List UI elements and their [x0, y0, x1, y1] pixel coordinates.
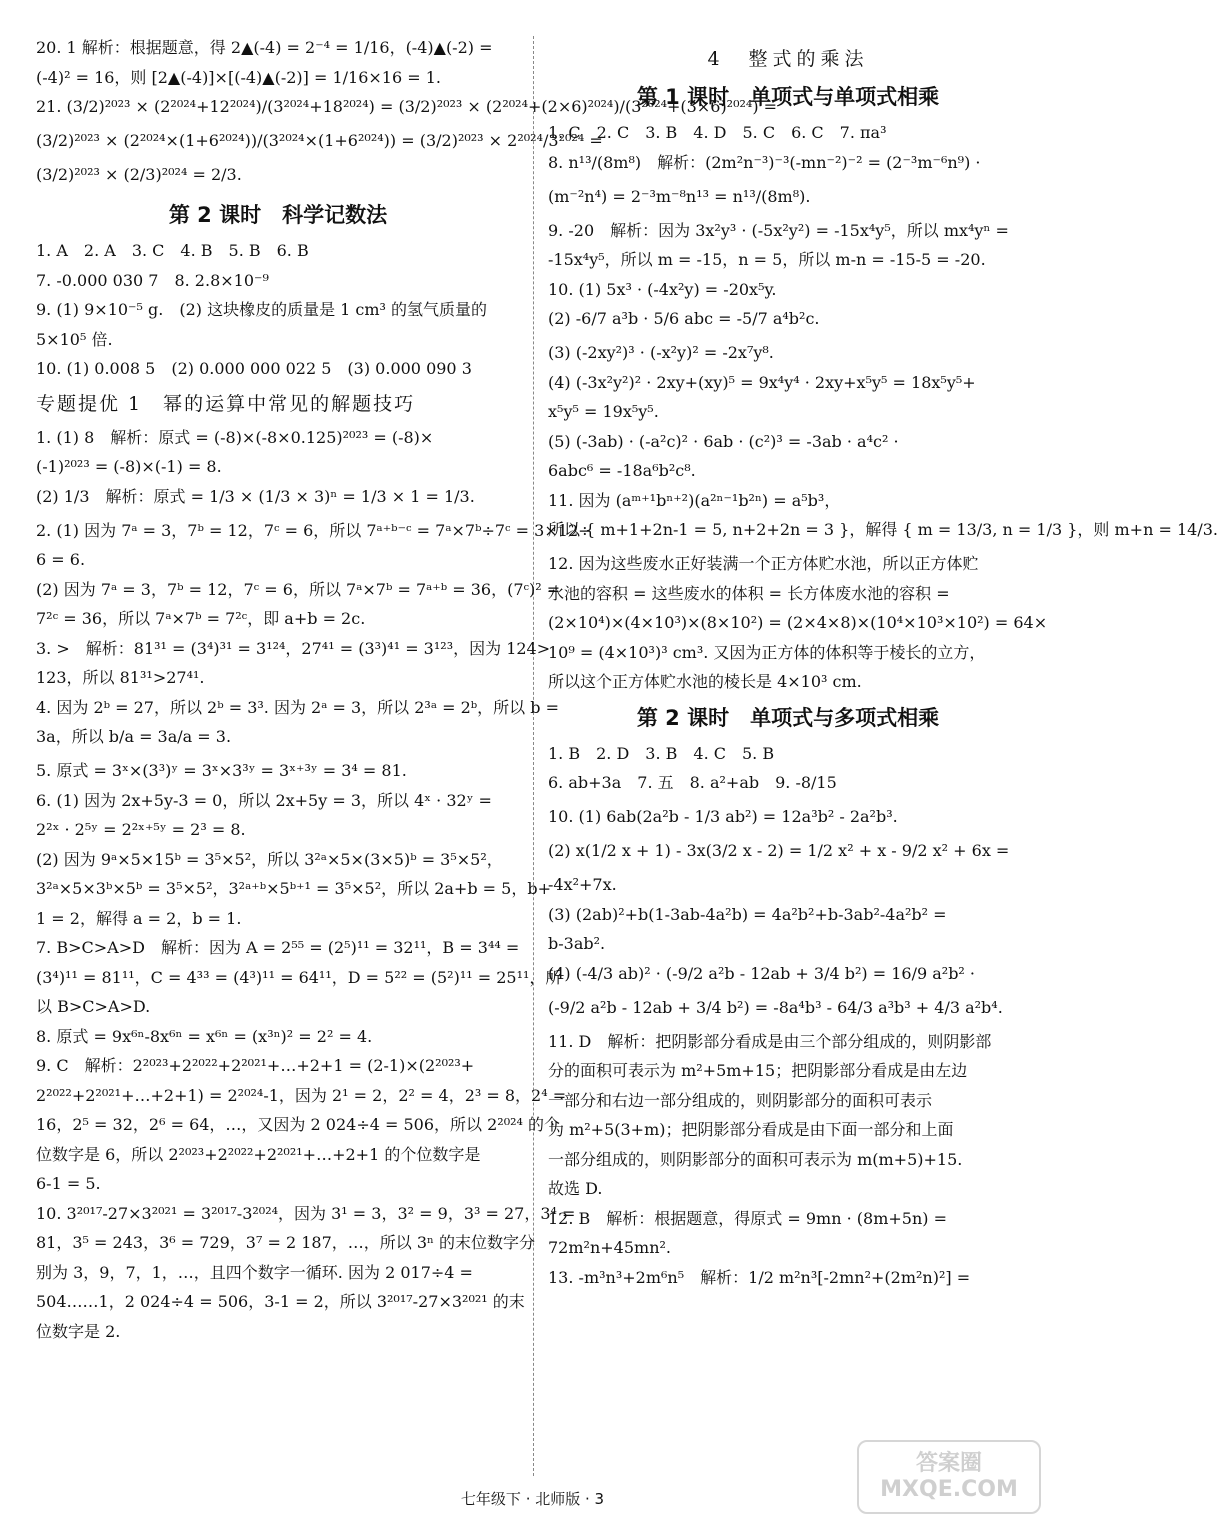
topic-title: 专题提优 1 幂的运算中常见的解题技巧 [36, 392, 416, 415]
answer-line: 10. (1) 0.008 5 (2) 0.000 000 022 5 (3) 0.000 090 3 [36, 359, 472, 378]
lesson-heading: 第 1 课时 单项式与单项式相乘 [636, 85, 940, 109]
answer-line: 13. -m³n³+2m⁶n⁵ 解析：1/2 m²n³[-2mn²+(2m²n)²] = [548, 1267, 971, 1287]
answer-line: 8. 原式 = 9x⁶ⁿ-8x⁶ⁿ = x⁶ⁿ = (x³ⁿ)² = 2² = 4. [36, 1026, 373, 1046]
answer-line: 水池的容积 = 这些废水的体积 = 长方体废水池的容积 = [548, 583, 950, 603]
answer-line: -4x²+7x. [548, 875, 617, 894]
answer-line: 位数字是 2. [36, 1321, 121, 1341]
answer-line: 分的面积可表示为 m²+5m+15；把阴影部分看成是由左边 [548, 1061, 968, 1080]
answer-line: 11. 因为 (aᵐ⁺¹bⁿ⁺²)(a²ⁿ⁻¹b²ⁿ) = a⁵b³， [548, 490, 841, 510]
answer-line: 1 = 2，解得 a = 2，b = 1. [36, 908, 242, 928]
lesson-heading: 第 2 课时 科学记数法 [168, 203, 388, 227]
answer-line: 72m²n+45mn². [548, 1238, 671, 1257]
answer-line: 2. (1) 因为 7ᵃ = 3，7ᵇ = 12，7ᶜ = 6，所以 7ᵃ⁺ᵇ⁻ᶜ = 7ᵃ×7ᵇ÷7ᶜ = 3×12÷ [36, 520, 592, 540]
answer-line: 3²ᵃ×5×3ᵇ×5ᵇ = 3⁵×5²，3²ᵃ⁺ᵇ×5ᵇ⁺¹ = 3⁵×5²，所以 2a+b = 5，b+ [36, 879, 551, 898]
answer-line: 2²ˣ · 2⁵ʸ = 2²ˣ⁺⁵ʸ = 2³ = 8. [36, 820, 246, 839]
watermark-line1: 答案圈 [915, 1451, 982, 1476]
answer-line: (3) (-2xy²)³ · (-x²y)² = -2x⁷y⁸. [548, 343, 774, 362]
answer-line: 一部分组成的，则阴影部分的面积可表示为 m(m+5)+15. [548, 1149, 963, 1169]
answer-line: 9. (1) 9×10⁻⁵ g. (2) 这块橡皮的质量是 1 cm³ 的氢气质量的 [36, 300, 488, 319]
page-footer: 七年级下 · 北师版 · 3 [460, 1490, 605, 1508]
answer-line: 6abc⁶ = -18a⁶b²c⁸. [548, 461, 696, 480]
answer-line: 5×10⁵ 倍. [36, 329, 113, 349]
answer-line: 12. 因为这些废水正好装满一个正方体贮水池，所以正方体贮 [548, 554, 979, 573]
answer-line: 3. > 解析：81³¹ = (3⁴)³¹ = 3¹²⁴，27⁴¹ = (3³)⁴¹ = 3¹²³，因为 124> [36, 638, 551, 658]
answer-line: 81，3⁵ = 243，3⁶ = 729，3⁷ = 2 187，…，所以 3ⁿ 的末位数字分 [36, 1233, 536, 1252]
answer-line: (3⁴)¹¹ = 81¹¹，C = 4³³ = (4³)¹¹ = 64¹¹，D = 5²² = (5²)¹¹ = 25¹¹，所 [36, 967, 562, 987]
answer-line: 4. 因为 2ᵇ = 27，所以 2ᵇ = 3³. 因为 2ᵃ = 3，所以 2³ᵃ = 2ᵇ，所以 b = [36, 697, 559, 717]
answer-line: 10. (1) 5x³ · (-4x²y) = -20x⁵y. [548, 279, 777, 299]
answer-line: 故选 D. [548, 1179, 603, 1198]
right-column [548, 38, 1218, 1302]
answer-line: 2²⁰²²+2²⁰²¹+…+2+1) = 2²⁰²⁴-1，因为 2¹ = 2，2² = 4，2³ = 8，2⁴ = [36, 1085, 567, 1105]
answer-line: (4) (-4/3 ab)² · (-9/2 a²b - 12ab + 3/4 b²) = 16/9 a²b² · [548, 963, 976, 983]
answer-line: (2) 因为 9ᵃ×5×15ᵇ = 3⁵×5²，所以 3²ᵃ×5×(3×5)ᵇ = 3⁵×5²， [36, 849, 503, 869]
answer-line: -15x⁴y⁵，所以 m = -15，n = 5，所以 m-n = -15-5 = -20. [548, 250, 986, 269]
watermark-line2: MXQE.COM [880, 1477, 1018, 1502]
watermark-logo [857, 1440, 1041, 1514]
answer-line: 9. C 解析：2²⁰²³+2²⁰²²+2²⁰²¹+…+2+1 = (2-1)×(2²⁰²³+ [36, 1056, 475, 1075]
answer-line: (-9/2 a²b - 12ab + 3/4 b²) = -8a⁴b³ - 64/3 a³b³ + 4/3 a²b⁴. [548, 997, 1003, 1017]
answer-line: 6. ab+3a 7. 五 8. a²+ab 9. -8/15 [548, 773, 837, 792]
answer-line: 为 m²+5(3+m)；把阴影部分看成是由下面一部分和上面 [548, 1120, 954, 1139]
answer-line: 别为 3，9，7，1，…，且四个数字一循环. 因为 2 017÷4 = [36, 1262, 473, 1282]
answer-line: 5. 原式 = 3ˣ×(3³)ʸ = 3ˣ×3³ʸ = 3ˣ⁺³ʸ = 3⁴ = 81. [36, 761, 407, 780]
answer-line: 123，所以 81³¹>27⁴¹. [36, 668, 205, 687]
answer-line: 1. C 2. C 3. B 4. D 5. C 6. C 7. πa³ [548, 123, 887, 142]
answer-line: 一部分和右边一部分组成的，则阴影部分的面积可表示 [548, 1090, 933, 1110]
answer-line: 1. B 2. D 3. B 4. C 5. B [548, 743, 775, 763]
answer-line: 11. D 解析：把阴影部分看成是由三个部分组成的，则阴影部 [548, 1031, 992, 1051]
answer-line: 3a，所以 b/a = 3a/a = 3. [36, 727, 232, 746]
answer-line: 以 B>C>A>D. [36, 997, 151, 1016]
column-divider [533, 36, 535, 1476]
answer-line: 6. (1) 因为 2x+5y-3 = 0，所以 2x+5y = 3，所以 4ˣ · 32ʸ = [36, 790, 492, 810]
answer-line: (3/2)²⁰²³ × (2/3)²⁰²⁴ = 2/3. [36, 165, 242, 184]
answer-line: b-3ab². [548, 934, 606, 953]
lesson-heading: 第 2 课时 单项式与多项式相乘 [636, 705, 940, 730]
answer-line: 12. B 解析：根据题意，得原式 = 9mn · (8m+5n) = [548, 1208, 948, 1228]
answer-line: 7²ᶜ = 36，所以 7ᵃ×7ᵇ = 7²ᶜ，即 a+b = 2c. [36, 609, 366, 628]
answer-line: 10⁹ = (4×10³)³ cm³. 又因为正方体的体积等于棱长的立方， [548, 642, 986, 662]
answer-line: 10. (1) 6ab(2a²b - 1/3 ab²) = 12a³b² - 2a²b³. [548, 807, 898, 826]
answer-line: (3/2)²⁰²³ × (2²⁰²⁴×(1+6²⁰²⁴))/(3²⁰²⁴×(1+6²⁰²⁴)) = (3/2)²⁰²³ × 2²⁰²⁴/3²⁰²⁴ = [36, 131, 603, 150]
answer-line: (2) -6/7 a³b · 5/6 abc = -5/7 a⁴b²c. [548, 309, 820, 328]
answer-line: 所以 { m+1+2n-1 = 5, n+2+2n = 3 }，解得 { m = 13/3, n = 1/3 }，则 m+n = 14/3. [548, 520, 1218, 539]
answer-line: 8. n¹³/(8m⁸) 解析：(2m²n⁻³)⁻³(-mn⁻²)⁻² = (2⁻³m⁻⁶n⁹) · [548, 152, 981, 172]
answer-line: (3) (2ab)²+b(1-3ab-4a²b) = 4a²b²+b-3ab²-4a²b² = [548, 904, 947, 924]
answer-line: (2) x(1/2 x + 1) - 3x(3/2 x - 2) = 1/2 x² + x - 9/2 x² + 6x = [548, 841, 1010, 860]
answer-line: 7. -0.000 030 7 8. 2.8×10⁻⁹ [36, 270, 269, 290]
answer-line: 16，2⁵ = 32，2⁶ = 64，…，又因为 2 024÷4 = 506，所以 2²⁰²⁴ 的个 [36, 1115, 561, 1134]
answer-line: 10. 3²⁰¹⁷-27×3²⁰²¹ = 3²⁰¹⁷-3²⁰²⁴，因为 3¹ = 3，3² = 9，3³ = 27，3⁴ = [36, 1203, 576, 1223]
answer-line: (2) 因为 7ᵃ = 3，7ᵇ = 12，7ᶜ = 6，所以 7ᵃ×7ᵇ = 7ᵃ⁺ᵇ = 36，(7ᶜ)² = [36, 579, 561, 599]
answer-line: 504……1，2 024÷4 = 506，3-1 = 2，所以 3²⁰¹⁷-27×3²⁰²¹ 的末 [36, 1292, 525, 1311]
answer-line: (2) 1/3 解析：原式 = 1/3 × (1/3 × 3)ⁿ = 1/3 × 1 = 1/3. [36, 486, 475, 506]
answer-line: 所以这个正方体贮水池的棱长是 4×10³ cm. [548, 672, 862, 691]
section-title: 4 整式的乘法 [707, 48, 869, 70]
answer-line: 9. -20 解析：因为 3x²y³ · (-5x²y²) = -15x⁴y⁵，所以 mx⁴yⁿ = [548, 220, 1009, 240]
answer-line: 20. 1 解析：根据题意，得 2▲(-4) = 2⁻⁴ = 1/16，(-4)▲(-2) = [36, 38, 493, 57]
answer-line: 1. (1) 8 解析：原式 = (-8)×(-8×0.125)²⁰²³ = (-8)× [36, 427, 434, 447]
answer-line: (-1)²⁰²³ = (-8)×(-1) = 8. [36, 457, 222, 476]
answer-line: x⁵y⁵ = 19x⁵y⁵. [548, 402, 659, 421]
answer-line: (m⁻²n⁴) = 2⁻³m⁻⁸n¹³ = n¹³/(8m⁸). [548, 186, 811, 206]
answer-line: 1. A 2. A 3. C 4. B 5. B 6. B [36, 241, 309, 260]
answer-line: 21. (3/2)²⁰²³ × (2²⁰²⁴+12²⁰²⁴)/(3²⁰²⁴+18²⁰²⁴) = (3/2)²⁰²³ × (2²⁰²⁴+(2×6)²⁰²⁴)/(3²⁰²⁴+(3×6)²⁰²⁴) = [36, 97, 778, 116]
answer-line: (2×10⁴)×(4×10³)×(8×10²) = (2×4×8)×(10⁴×10³×10²) = 64× [548, 613, 1048, 632]
answer-line: (-4)² = 16，则 [2▲(-4)]×[(-4)▲(-2)] = 1/16×16 = 1. [36, 67, 442, 87]
answer-line: 6 = 6. [36, 550, 86, 569]
answer-line: 7. B>C>A>D 解析：因为 A = 2⁵⁵ = (2⁵)¹¹ = 32¹¹，B = 3⁴⁴ = [36, 938, 520, 957]
answer-line: 6-1 = 5. [36, 1174, 101, 1193]
answer-line: (5) (-3ab) · (-a²c)² · 6ab · (c²)³ = -3ab · a⁴c² · [548, 431, 899, 451]
answer-line: 位数字是 6，所以 2²⁰²³+2²⁰²²+2²⁰²¹+…+2+1 的个位数字是 [36, 1144, 481, 1164]
answer-line: (4) (-3x²y²)² · 2xy+(xy)⁵ = 9x⁴y⁴ · 2xy+x⁵y⁵ = 18x⁵y⁵+ [548, 372, 976, 392]
